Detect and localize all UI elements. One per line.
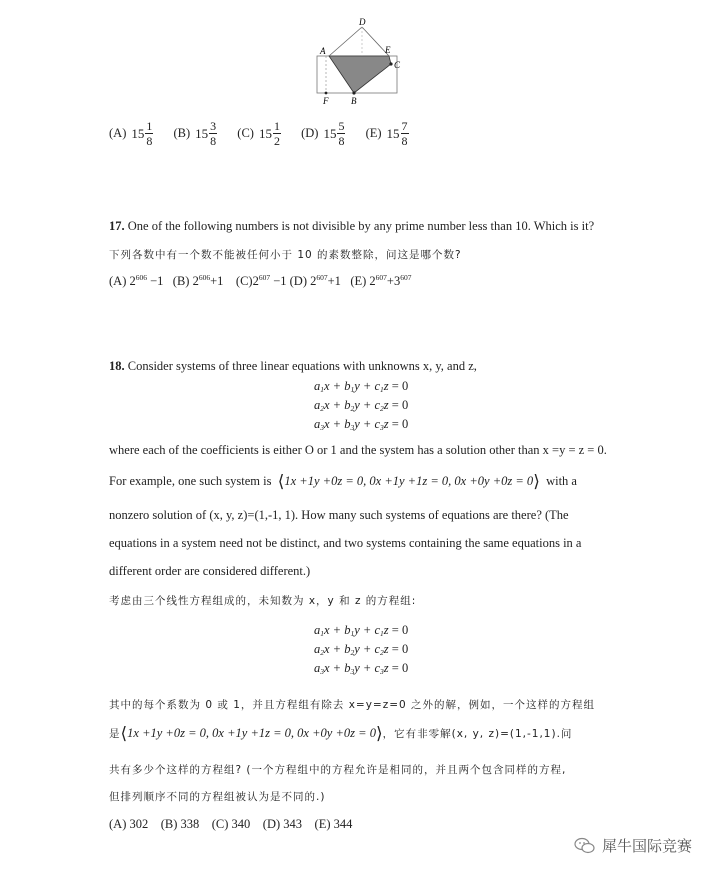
q16-options [109,120,426,147]
q18-p1: where each of the coefficients is either O or 1 and the system has a solution other than x =y = z = 0. [109,443,607,457]
label-d: D [359,17,366,27]
q16-option-c: (C) 15 $\frac{1}{2}$ [237,119,280,148]
q17-options: (A) $2^{606} -1$ (B) $2^{606}+1$ $(C)2^{607} -1$ (D) $2^{607}+1$ (E) $2^{607}+3^{607}$ [109,273,412,288]
label-f: F [323,96,329,106]
equation-cn-2: $a_2x + b_2y + c_2z = 0$ [314,642,409,657]
q18-cn5: 但排列顺序不同的方程组被认为是不同的.) [109,791,326,803]
equation-cn-3: $a_3x + b_3y + c_3z = 0$ [314,661,409,676]
q17-text-cn: 下列各数中有一个数不能被任何小于 10 的素数整除，问这是哪个数? [109,249,462,261]
label-c: C [394,60,401,70]
equation-2: $a_2x + b_2y + c_2z = 0$ [314,398,409,413]
label-b: B [351,96,357,106]
q18-p5: different order are considered different.) [109,564,311,578]
equation-3: $a_3x + b_3y + c_3z = 0$ [314,417,409,432]
q16-option-b: (B) 15 $\frac{3}{8}$ [173,119,217,148]
q17-text-en: 17. One of the following numbers is not divisible by any prime number less than 10. Which is it? [109,219,595,233]
q16-option-e: (E) 15 $\frac{7}{8}$ [365,119,408,148]
q18-answers: (A) 302 (B) 338 (C) 340 (D) 343 (E) 344 [109,817,353,831]
q18-p2: For example, one such system is ⟨1x +1y +0z = 0, 0x +1y +1z = 0, 0x +0y +0z = 0⟩ with a [109,472,577,491]
q16-option-a: (A) 15 $\frac{1}{8}$ [109,119,153,148]
q17-number: 17. [109,219,125,233]
q18-number: 18. [109,359,125,373]
q18-intro: 18. Consider systems of three linear equations with unknowns x, y, and z, [109,359,477,373]
q18-p4: equations in a system need not be distinct, and two systems containing the same equations in a [109,536,582,550]
label-e: E [385,45,391,55]
q18-cn1: 考虑由三个线性方程组成的，未知数为 x，y 和 z 的方程组: [109,595,417,607]
label-a: A [320,46,326,56]
q18-cn3: 是⟨1x +1y +0z = 0, 0x +1y +1z = 0, 0x +0y +0z = 0⟩，它有非零解(x, y, z)=(1,-1,1).问 [109,724,573,743]
watermark: 犀牛国际竞赛 [574,835,692,856]
equation-cn-1: $a_1x + b_1y + c_1z = 0$ [314,623,409,638]
q18-p3: nonzero solution of (x, y, z)=(1,-1, 1). How many such systems of equations are there? (The [109,508,569,522]
q18-cn2: 其中的每个系数为 0 或 1，并且方程组有除去 x=y=z=0 之外的解，例如，一个这样的方程组 [109,699,596,711]
geometry-figure [305,15,415,110]
q18-cn4: 共有多少个这样的方程组? (一个方程组中的方程允许是相同的，并且两个包含同样的方程, [109,764,567,776]
q16-option-d: (D) 15 $\frac{5}{8}$ [301,119,345,148]
equation-1: $a_1x + b_1y + c_1z = 0$ [314,379,409,394]
wechat-icon [574,837,596,855]
